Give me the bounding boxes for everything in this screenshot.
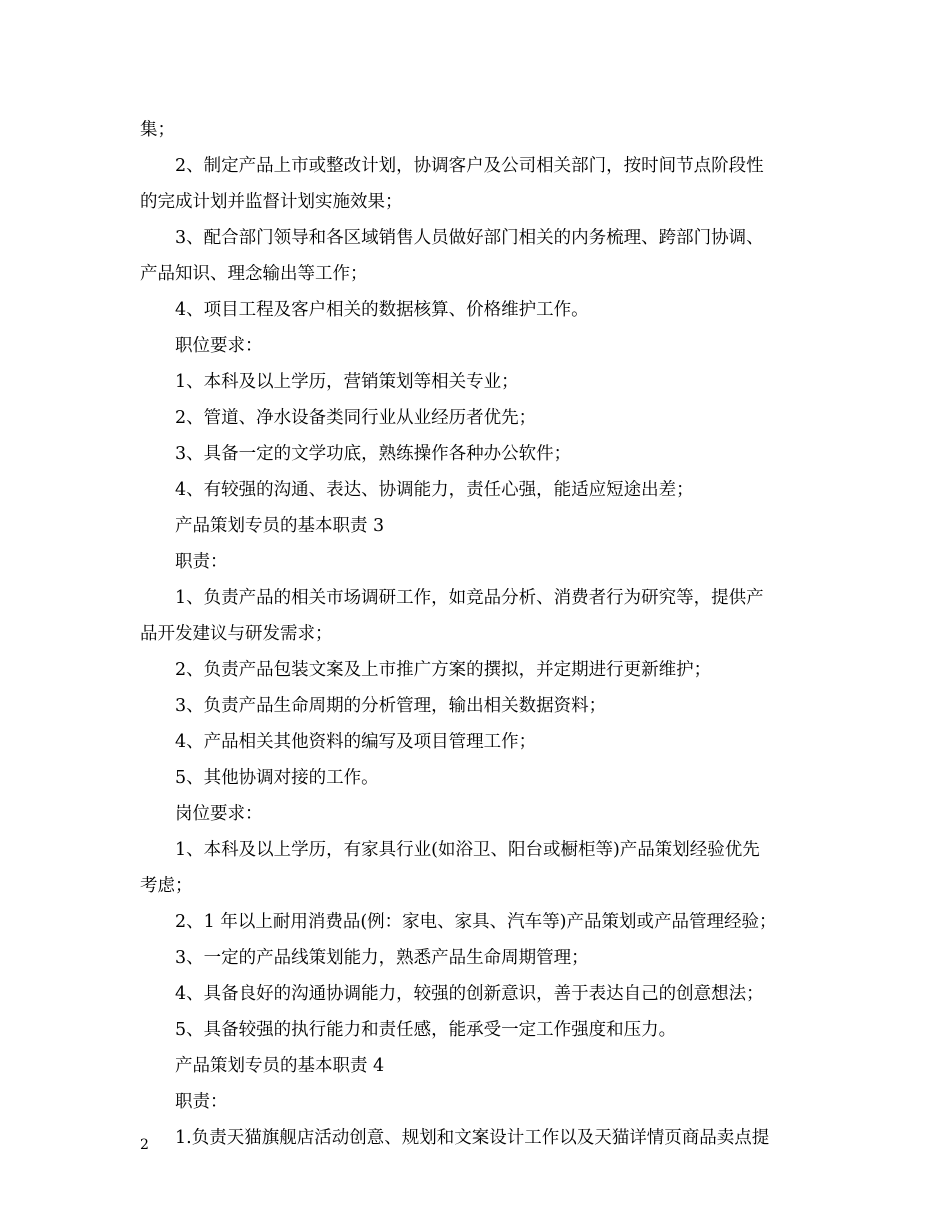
text-line: 1、本科及以上学历，有家具行业(如浴卫、阳台或橱柜等)产品策划经验优先 — [175, 840, 760, 860]
text-line: 2、负责产品包装文案及上市推广方案的撰拟，并定期进行更新维护； — [175, 660, 712, 680]
text-line: 1、本科及以上学历，营销策划等相关专业； — [175, 372, 519, 392]
text-line: 5、其他协调对接的工作。 — [175, 768, 379, 788]
text-line: 岗位要求： — [175, 804, 263, 824]
text-line: 职责： — [175, 552, 228, 572]
text-line: 4、具备良好的沟通协调能力，较强的创新意识，善于表达自己的创意想法； — [175, 984, 764, 1004]
text-line: 职位要求： — [175, 336, 263, 356]
text-line: 产品知识、理念输出等工作； — [140, 264, 368, 284]
page-number: 2 — [140, 1137, 149, 1153]
text-line: 品开发建议与研发需求； — [140, 624, 333, 644]
text-line: 产品策划专员的基本职责 3 — [175, 516, 385, 536]
text-line: 4、有较强的沟通、表达、协调能力，责任心强，能适应短途出差； — [175, 480, 694, 500]
text-line: 集； — [140, 120, 175, 140]
text-line: 2、制定产品上市或整改计划，协调客户及公司相关部门，按时间节点阶段性 — [175, 156, 764, 176]
text-line: 2、1 年以上耐用消费品(例：家电、家具、汽车等)产品策划或产品管理经验； — [175, 912, 777, 932]
text-line: 3、配合部门领导和各区域销售人员做好部门相关的内务梳理、跨部门协调、 — [175, 228, 764, 248]
text-line: 3、负责产品生命周期的分析管理，输出相关数据资料； — [175, 696, 607, 716]
text-line: 4、项目工程及客户相关的数据核算、价格维护工作。 — [175, 300, 589, 320]
text-line: 考虑； — [140, 876, 193, 896]
text-line: 4、产品相关其他资料的编写及项目管理工作； — [175, 732, 537, 752]
text-line: 2、管道、净水设备类同行业从业经历者优先； — [175, 408, 537, 428]
text-line: 产品策划专员的基本职责 4 — [175, 1056, 385, 1076]
text-line: 3、一定的产品线策划能力，熟悉产品生命周期管理； — [175, 948, 589, 968]
text-line: 的完成计划并监督计划实施效果； — [140, 192, 403, 212]
text-line: 1、负责产品的相关市场调研工作，如竞品分析、消费者行为研究等，提供产 — [175, 588, 764, 608]
text-line: 职责： — [175, 1092, 228, 1112]
text-line: 1.负责天猫旗舰店活动创意、规划和文案设计工作以及天猫详情页商品卖点提 — [175, 1128, 770, 1148]
document-body — [140, 112, 816, 1156]
text-line: 5、具备较强的执行能力和责任感，能承受一定工作强度和压力。 — [175, 1020, 677, 1040]
text-line: 3、具备一定的文学功底，熟练操作各种办公软件； — [175, 444, 572, 464]
